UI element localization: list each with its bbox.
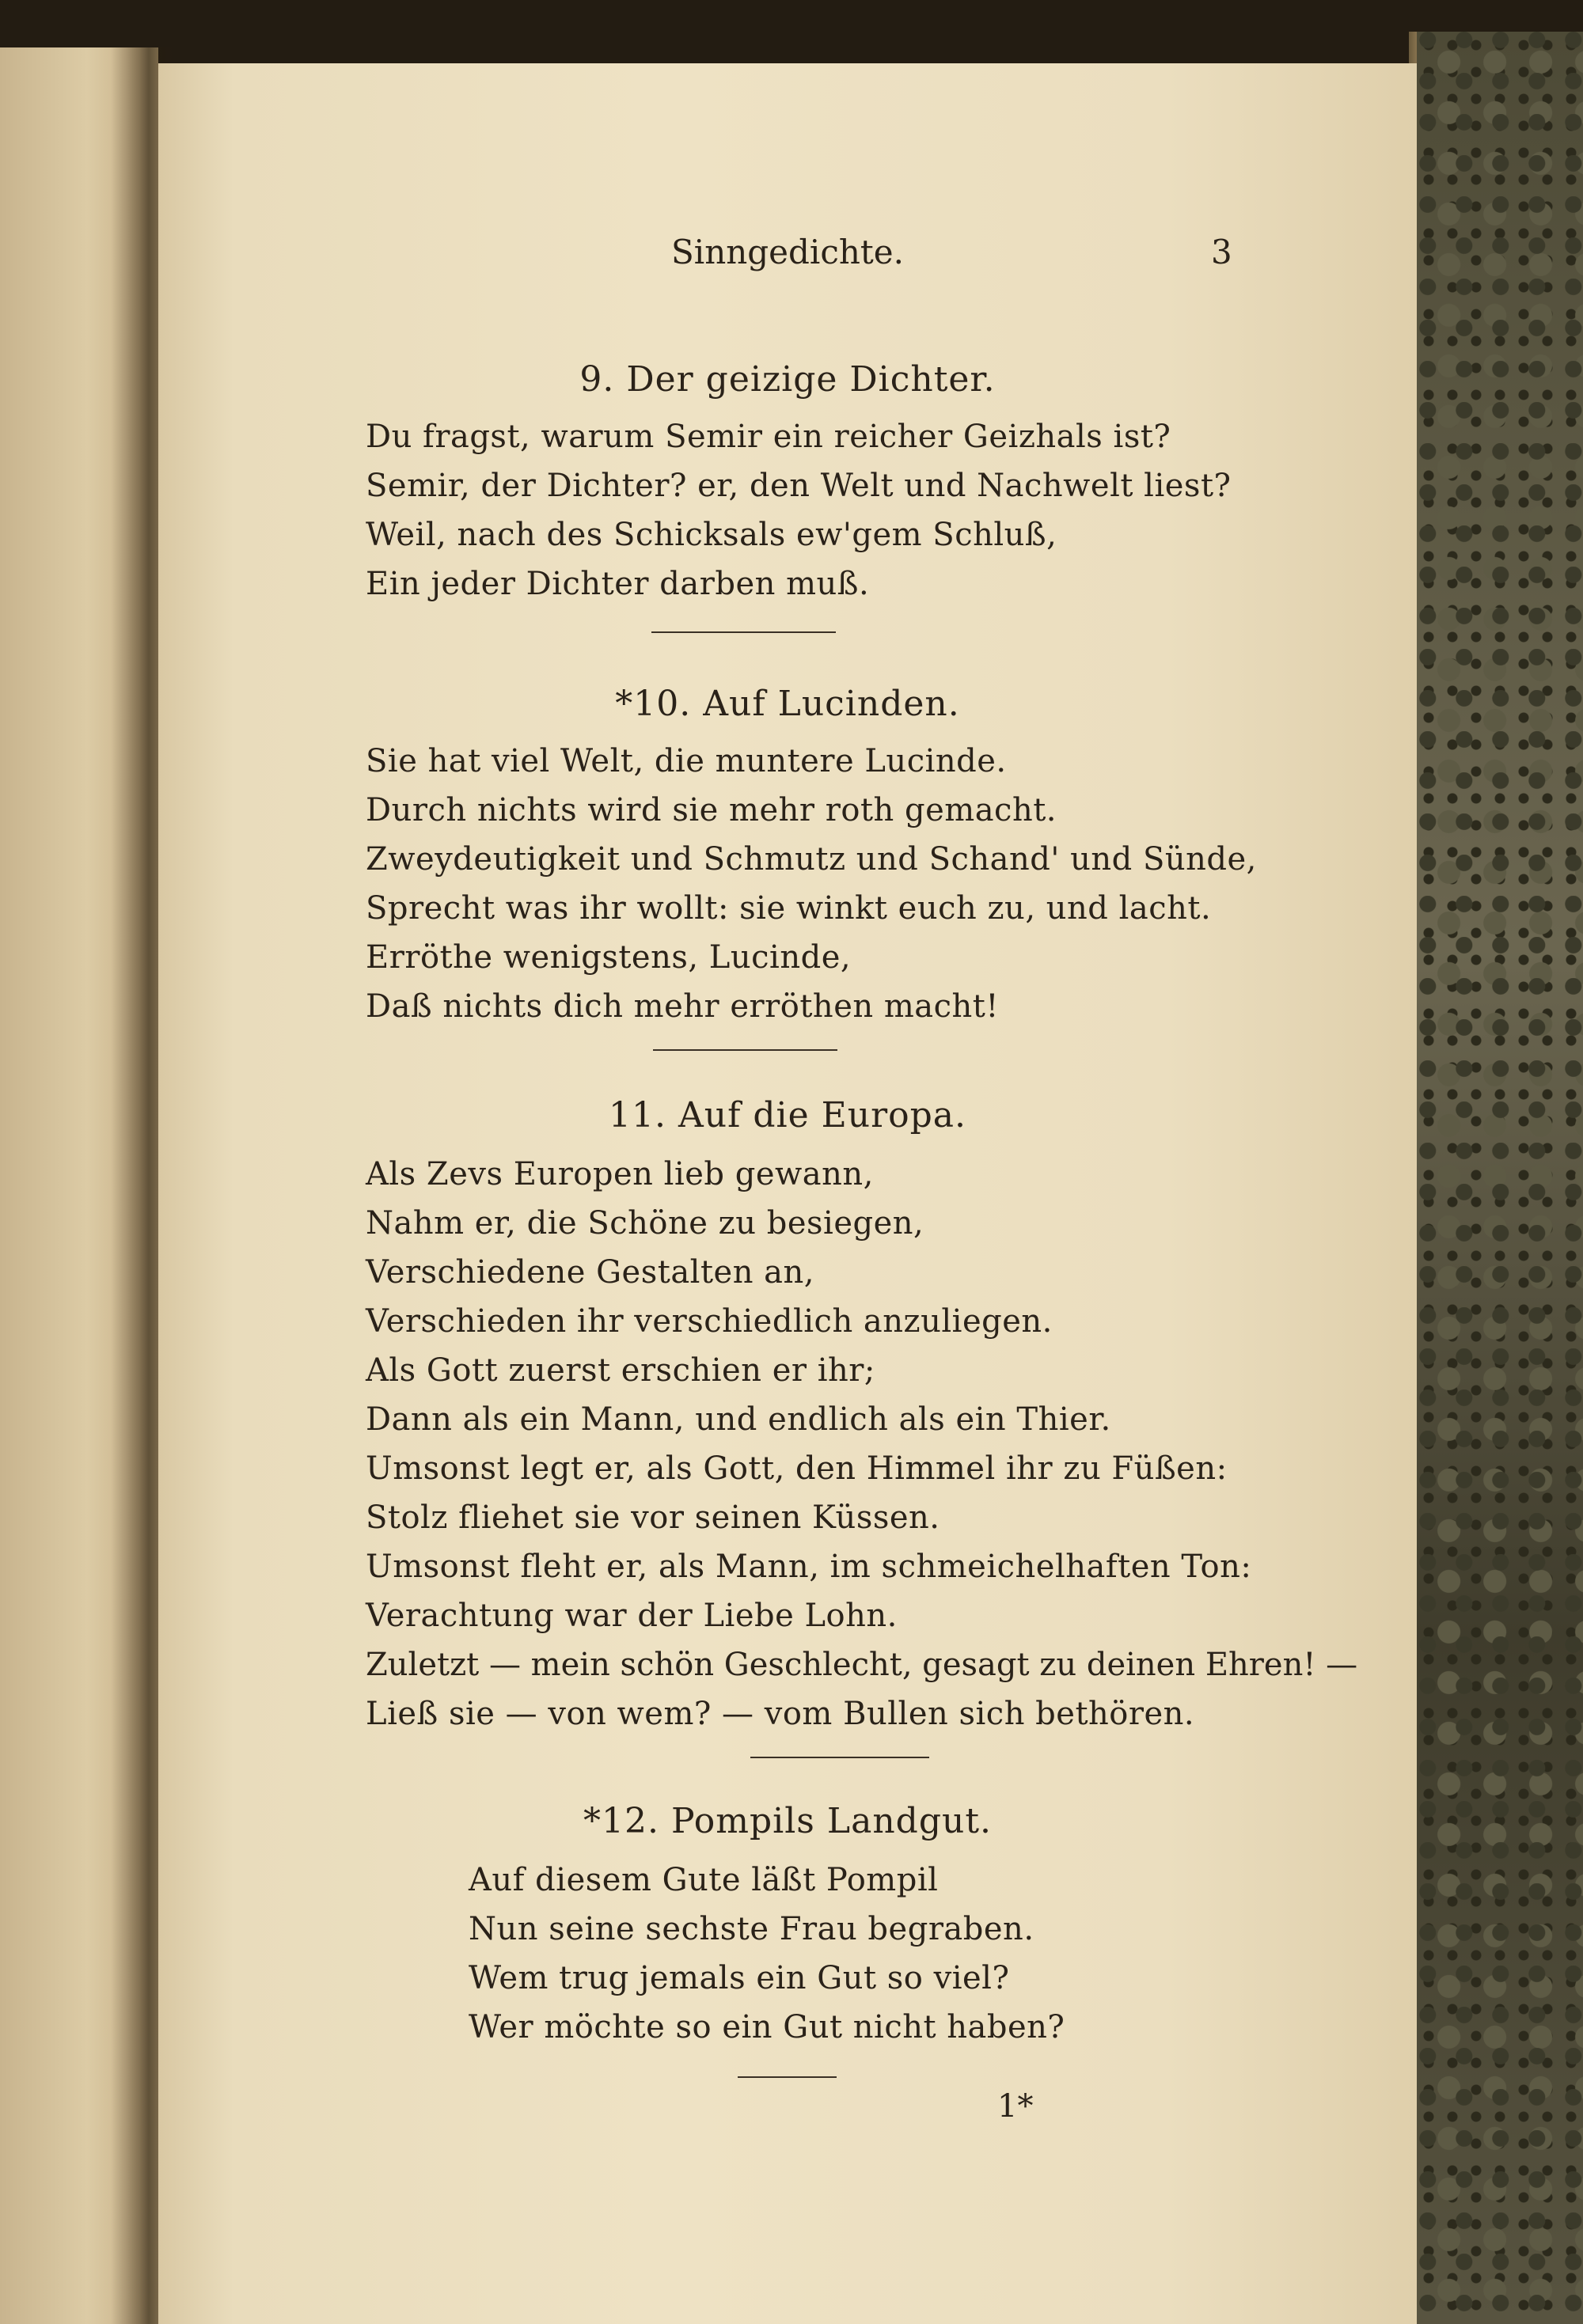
poem-line: Dann als ein Mann, und endlich als ein Thier. bbox=[366, 1401, 1111, 1438]
page-number: 3 bbox=[1211, 233, 1232, 271]
poem-title: 9. Der geizige Dichter. bbox=[579, 359, 996, 400]
poem-line: Auf diesem Gute läßt Pompil bbox=[469, 1862, 939, 1898]
poem-title: *10. Auf Lucinden. bbox=[615, 684, 960, 724]
poem-line: Sprecht was ihr wollt: sie winkt euch zu, und lacht. bbox=[366, 890, 1212, 927]
marbled-cover bbox=[1417, 32, 1583, 2324]
poem-line: Sie hat viel Welt, die muntere Lucinde. bbox=[366, 743, 1007, 779]
poem-line: Ließ sie — von wem? — vom Bullen sich bethören. bbox=[366, 1696, 1195, 1732]
running-head: Sinngedichte. bbox=[670, 233, 905, 271]
poem-line: Semir, der Dichter? er, den Welt und Nachwelt liest? bbox=[366, 468, 1232, 504]
poem-line: Zweydeutigkeit und Schmutz und Schand' und Sünde, bbox=[366, 841, 1257, 878]
poem-line: Weil, nach des Schicksals ew'gem Schluß, bbox=[366, 517, 1057, 553]
poem-line: Du fragst, warum Semir ein reicher Geizhals ist? bbox=[366, 419, 1171, 455]
section-divider bbox=[750, 1757, 929, 1758]
signature-mark: 1* bbox=[997, 2088, 1034, 2125]
poem-line: Stolz fliehet sie vor seinen Küssen. bbox=[366, 1499, 940, 1536]
poem-line: Nahm er, die Schöne zu besiegen, bbox=[366, 1205, 924, 1242]
poem-line: Als Gott zuerst erschien er ihr; bbox=[366, 1352, 875, 1389]
section-divider bbox=[653, 1049, 837, 1051]
poem-line: Wem trug jemals ein Gut so viel? bbox=[469, 1960, 1010, 1996]
poem-line: Durch nichts wird sie mehr roth gemacht. bbox=[366, 792, 1057, 828]
poem-line: Wer möchte so ein Gut nicht haben? bbox=[469, 2009, 1065, 2045]
poem-line: Ein jeder Dichter darben muß. bbox=[366, 566, 870, 602]
section-divider bbox=[651, 631, 836, 633]
poem-line: Erröthe wenigstens, Lucinde, bbox=[366, 939, 852, 976]
poem-line: Verschiedene Gestalten an, bbox=[366, 1254, 815, 1291]
poem-line: Zuletzt — mein schön Geschlecht, gesagt zu deinen Ehren! — bbox=[366, 1647, 1358, 1683]
poem-line: Umsonst fleht er, als Mann, im schmeichelhaften Ton: bbox=[366, 1549, 1252, 1585]
poem-line: Umsonst legt er, als Gott, den Himmel ihr zu Füßen: bbox=[366, 1450, 1228, 1487]
poem-line: Als Zevs Europen lieb gewann, bbox=[366, 1156, 874, 1192]
poem-line: Verschieden ihr verschiedlich anzuliegen. bbox=[366, 1303, 1053, 1340]
poem-line: Verachtung war der Liebe Lohn. bbox=[366, 1598, 898, 1634]
poem-line: Daß nichts dich mehr erröthen macht! bbox=[366, 988, 999, 1025]
poem-title: *12. Pompils Landgut. bbox=[583, 1801, 992, 1841]
poem-line: Nun seine sechste Frau begraben. bbox=[469, 1911, 1034, 1947]
book-page bbox=[158, 63, 1417, 2324]
section-divider bbox=[738, 2076, 837, 2078]
poem-title: 11. Auf die Europa. bbox=[609, 1095, 966, 1135]
